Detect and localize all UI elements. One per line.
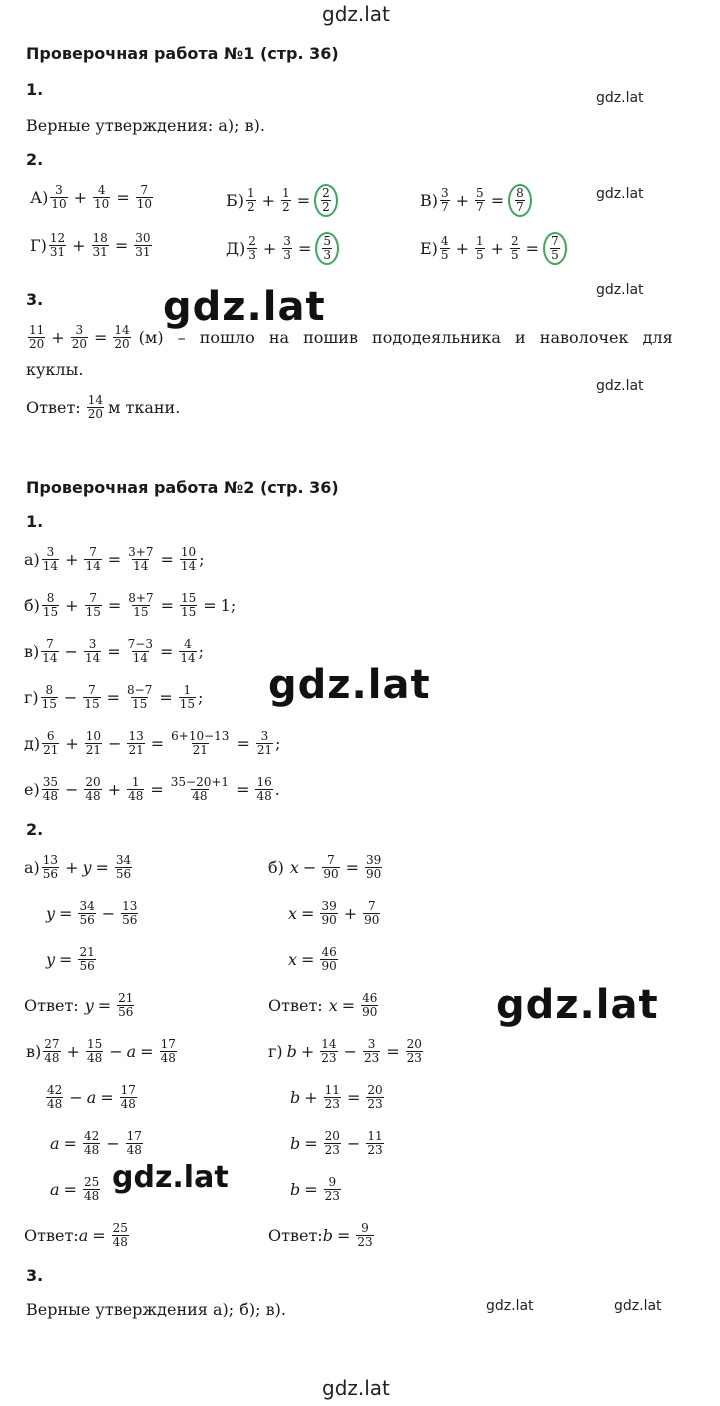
item-label: г) <box>268 1042 283 1061</box>
circled-answer <box>508 184 532 217</box>
fraction: $\frac{3}{23}$ <box>363 1037 380 1065</box>
fraction: $\frac{30}{31}$ <box>135 231 151 259</box>
fraction: $\frac{21}{56}$ <box>79 945 95 973</box>
eq-v-3: a = $\frac{42}{48}$ − $\frac{17}{48}$ <box>50 1129 142 1157</box>
eq-a-3: y = $\frac{21}{56}$ <box>46 945 95 973</box>
item-label: е) <box>24 780 40 799</box>
fraction: $\frac{25}{48}$ <box>112 1221 128 1249</box>
fraction: $\frac{4}{5}$ <box>440 234 449 262</box>
fraction: $\frac{46}{90}$ <box>362 991 378 1019</box>
watermark-large: gdz.lat <box>268 662 431 708</box>
eq-a-2: y = $\frac{34}{56}$ − $\frac{13}{56}$ <box>46 899 138 927</box>
fraction: $\frac{11}{20}$ <box>29 323 45 351</box>
fraction: $\frac{3}{14}$ <box>42 545 59 573</box>
eq-b-2: x = $\frac{39}{90}$ + $\frac{7}{90}$ <box>288 899 380 927</box>
watermark: gdz.lat <box>596 186 644 202</box>
watermark-bottom: gdz.lat <box>322 1376 390 1400</box>
eq-v-1: в) $\frac{27}{48}$ + $\frac{15}{48}$ − a = $\frac{17}{48}$ <box>26 1037 176 1065</box>
item-label: а) <box>24 858 40 877</box>
eq-g-1: г) b + $\frac{14}{23}$ − $\frac{3}{23}$ = $\frac{20}{23}$ <box>268 1037 422 1065</box>
watermark: gdz.lat <box>614 1298 662 1314</box>
fraction: $\frac{5}{7}$ <box>476 186 484 214</box>
item-label: Г) <box>30 236 47 255</box>
fraction: $\frac{11}{23}$ <box>324 1083 340 1111</box>
fraction: $\frac{14}{20}$ <box>87 393 103 421</box>
fraction: $\frac{9}{23}$ <box>324 1175 340 1203</box>
fraction: $\frac{1}{48}$ <box>128 775 144 803</box>
task-number: 2. <box>26 820 44 839</box>
item-label: в) <box>26 1042 42 1061</box>
item-label: д) <box>24 734 41 753</box>
task3-text2: куклы. <box>26 360 84 379</box>
eq-a-1: а) $\frac{13}{56}$ + y = $\frac{34}{56}$ <box>24 853 132 881</box>
item-label: а) <box>24 550 40 569</box>
expr-e: е) $\frac{35}{48}$ − $\frac{20}{48}$ + $\frac{1}{48}$ = $\frac{35-20+1}{48}$ = $\frac{16}{48}$ . <box>24 775 280 803</box>
fraction: $\frac{42}{48}$ <box>47 1083 63 1111</box>
fraction: $\frac{8}{7}$ <box>516 186 524 214</box>
task-number: 3. <box>26 1266 44 1285</box>
fraction: $\frac{34}{56}$ <box>79 899 95 927</box>
fraction: $\frac{6}{21}$ <box>43 729 59 757</box>
task3-text: (м) – пошло на пошив пододеяльника и наволочек для <box>138 328 673 347</box>
fraction: $\frac{42}{48}$ <box>83 1129 100 1157</box>
fraction: $\frac{5}{3}$ <box>323 234 331 262</box>
watermark-large: gdz.lat <box>112 1160 229 1195</box>
fraction: $\frac{7}{15}$ <box>85 591 101 619</box>
watermark: gdz.lat <box>596 378 644 394</box>
fraction: $\frac{7-3}{14}$ <box>127 637 153 665</box>
fraction: $\frac{2}{3}$ <box>248 234 256 262</box>
fraction: $\frac{20}{23}$ <box>324 1129 340 1157</box>
item-label: В) <box>420 191 438 210</box>
fraction: $\frac{1}{15}$ <box>179 683 196 711</box>
expr-B: Б) $\frac{1}{2}$ + $\frac{1}{2}$ = $\frac{2}{2}$ <box>226 184 338 217</box>
eq-v-4: a = $\frac{25}{48}$ <box>50 1175 100 1203</box>
fraction: $\frac{3}{10}$ <box>51 183 67 211</box>
fraction: $\frac{25}{48}$ <box>83 1175 100 1203</box>
fraction: $\frac{3+7}{14}$ <box>128 545 154 573</box>
item-label: б) <box>268 858 284 877</box>
fraction: $\frac{2}{2}$ <box>322 186 330 214</box>
fraction: $\frac{34}{56}$ <box>115 853 132 881</box>
fraction: $\frac{14}{23}$ <box>321 1037 337 1065</box>
item-label: Б) <box>226 191 244 210</box>
answer-label: Ответ: <box>26 398 81 417</box>
fraction: $\frac{39}{90}$ <box>366 853 382 881</box>
fraction: $\frac{11}{23}$ <box>367 1129 383 1157</box>
eq-g-2: b + $\frac{11}{23}$ = $\frac{20}{23}$ <box>290 1083 383 1111</box>
expr-g: г) $\frac{8}{15}$ − $\frac{7}{15}$ = $\frac{8-7}{15}$ = $\frac{1}{15}$ ; <box>24 683 204 711</box>
item-label: б) <box>24 596 40 615</box>
fraction: $\frac{39}{90}$ <box>321 899 337 927</box>
fraction: $\frac{8+7}{15}$ <box>128 591 154 619</box>
watermark: gdz.lat <box>486 1298 534 1314</box>
answer-label: Ответ: <box>24 1226 79 1245</box>
answer-a: Ответ: y = $\frac{21}{56}$ <box>24 991 134 1019</box>
item-label: Е) <box>420 239 438 258</box>
fraction: $\frac{17}{48}$ <box>120 1083 136 1111</box>
fraction: $\frac{3}{3}$ <box>283 234 291 262</box>
item-label: А) <box>30 188 49 207</box>
fraction: $\frac{15}{15}$ <box>180 591 197 619</box>
fraction: $\frac{3}{14}$ <box>84 637 101 665</box>
eq-b-3: x = $\frac{46}{90}$ <box>288 945 337 973</box>
fraction: $\frac{3}{7}$ <box>441 186 449 214</box>
circled-answer <box>314 184 338 217</box>
circled-answer <box>543 232 567 265</box>
work1-title: Проверочная работа №1 (стр. 36) <box>26 44 339 63</box>
fraction: $\frac{46}{90}$ <box>321 945 337 973</box>
fraction: $\frac{7}{90}$ <box>364 899 380 927</box>
fraction: $\frac{20}{48}$ <box>85 775 101 803</box>
fraction: $\frac{20}{23}$ <box>367 1083 383 1111</box>
fraction: $\frac{4}{10}$ <box>94 183 110 211</box>
fraction: $\frac{35}{48}$ <box>42 775 58 803</box>
fraction: $\frac{4}{14}$ <box>180 637 196 665</box>
fraction: $\frac{13}{56}$ <box>42 853 59 881</box>
answer-v: Ответ: a = $\frac{25}{48}$ <box>24 1221 128 1249</box>
expr-E: Е) $\frac{4}{5}$ + $\frac{1}{5}$ + $\frac{2}{5}$ = $\frac{7}{5}$ <box>420 232 567 265</box>
answer-label: Ответ: <box>268 996 323 1015</box>
fraction: $\frac{10}{14}$ <box>180 545 197 573</box>
fraction: $\frac{13}{21}$ <box>128 729 144 757</box>
fraction: $\frac{9}{23}$ <box>357 1221 373 1249</box>
circled-answer <box>315 232 339 265</box>
task-number: 3. <box>26 290 44 309</box>
expr-V: В) $\frac{3}{7}$ + $\frac{5}{7}$ = $\frac{8}{7}$ <box>420 184 532 217</box>
task-number: 1. <box>26 80 44 99</box>
expr-b: б) $\frac{8}{15}$ + $\frac{7}{15}$ = $\frac{8+7}{15}$ = $\frac{15}{15}$ = 1 ; <box>24 591 237 619</box>
watermark: gdz.lat <box>596 90 644 106</box>
fraction: $\frac{7}{10}$ <box>136 183 153 211</box>
fraction: $\frac{14}{20}$ <box>114 323 130 351</box>
fraction: $\frac{21}{56}$ <box>118 991 134 1019</box>
fraction: $\frac{7}{14}$ <box>85 545 101 573</box>
fraction: $\frac{13}{56}$ <box>122 899 138 927</box>
expr-a: а) $\frac{3}{14}$ + $\frac{7}{14}$ = $\frac{3+7}{14}$ = $\frac{10}{14}$ ; <box>24 545 205 573</box>
expr-d: д) $\frac{6}{21}$ + $\frac{10}{21}$ − $\frac{13}{21}$ = $\frac{6+10-13}{21}$ = $\frac{3}{21}$ ; <box>24 729 281 757</box>
fraction: $\frac{17}{48}$ <box>160 1037 176 1065</box>
expr-A: А) $\frac{3}{10}$ + $\frac{4}{10}$ = $\frac{7}{10}$ <box>30 183 153 211</box>
fraction: $\frac{7}{5}$ <box>551 234 559 262</box>
task-number: 1. <box>26 512 44 531</box>
eq-g-3: b = $\frac{20}{23}$ − $\frac{11}{23}$ <box>290 1129 383 1157</box>
fraction: $\frac{7}{14}$ <box>42 637 58 665</box>
eq-b-1: б) x − $\frac{7}{90}$ = $\frac{39}{90}$ <box>268 853 382 881</box>
eq-g-4: b = $\frac{9}{23}$ <box>290 1175 340 1203</box>
answer-b: Ответ: x = $\frac{46}{90}$ <box>268 991 378 1019</box>
watermark-large: gdz.lat <box>496 982 659 1028</box>
expr-v: в) $\frac{7}{14}$ − $\frac{3}{14}$ = $\frac{7-3}{14}$ = $\frac{4}{14}$ ; <box>24 637 205 665</box>
expr-G: Г) $\frac{12}{31}$ + $\frac{18}{31}$ = $\frac{30}{31}$ <box>30 231 151 259</box>
fraction: $\frac{10}{21}$ <box>85 729 102 757</box>
fraction: $\frac{18}{31}$ <box>92 231 108 259</box>
answer-label: Ответ: <box>268 1226 323 1245</box>
expr-D: Д) $\frac{2}{3}$ + $\frac{3}{3}$ = $\frac{5}{3}$ <box>226 232 339 265</box>
fraction: $\frac{8}{15}$ <box>41 683 57 711</box>
fraction: $\frac{6+10-13}{21}$ <box>171 729 230 757</box>
fraction: $\frac{1}{2}$ <box>247 186 255 214</box>
fraction: $\frac{1}{5}$ <box>475 234 484 262</box>
fraction: $\frac{3}{20}$ <box>71 323 87 351</box>
watermark-top: gdz.lat <box>322 2 390 26</box>
fraction: $\frac{2}{5}$ <box>511 234 519 262</box>
task3-answer: Ответ: $\frac{14}{20}$ м ткани. <box>26 393 181 421</box>
fraction: $\frac{35-20+1}{48}$ <box>170 775 230 803</box>
fraction: $\frac{16}{48}$ <box>256 775 272 803</box>
item-label: г) <box>24 688 39 707</box>
fraction: $\frac{1}{2}$ <box>282 186 290 214</box>
answer-g: Ответ: b = $\frac{9}{23}$ <box>268 1221 373 1249</box>
fraction: $\frac{17}{48}$ <box>126 1129 142 1157</box>
fraction: $\frac{8-7}{15}$ <box>127 683 153 711</box>
fraction: $\frac{7}{90}$ <box>323 853 339 881</box>
eq-v-2: $\frac{42}{48}$ − a = $\frac{17}{48}$ <box>47 1083 136 1111</box>
fraction: $\frac{20}{23}$ <box>406 1037 422 1065</box>
task-number: 2. <box>26 150 44 169</box>
task3-line: $\frac{11}{20}$ + $\frac{3}{20}$ = $\frac{14}{20}$ (м) – пошло на пошив пододеяльника и наволочек для <box>29 323 673 351</box>
fraction: $\frac{8}{15}$ <box>42 591 59 619</box>
task1-answer: Верные утверждения: а); в). <box>26 116 265 135</box>
work2-title: Проверочная работа №2 (стр. 36) <box>26 478 339 497</box>
answer-label: Ответ: <box>24 996 79 1015</box>
fraction: $\frac{27}{48}$ <box>44 1037 60 1065</box>
task3-answer: Верные утверждения а); б); в). <box>26 1300 286 1319</box>
item-label: Д) <box>226 239 246 258</box>
fraction: $\frac{15}{48}$ <box>86 1037 103 1065</box>
fraction: $\frac{7}{15}$ <box>84 683 100 711</box>
watermark: gdz.lat <box>596 282 644 298</box>
fraction: $\frac{3}{21}$ <box>256 729 273 757</box>
fraction: $\frac{12}{31}$ <box>49 231 66 259</box>
watermark-large: gdz.lat <box>163 284 326 330</box>
item-label: в) <box>24 642 40 661</box>
